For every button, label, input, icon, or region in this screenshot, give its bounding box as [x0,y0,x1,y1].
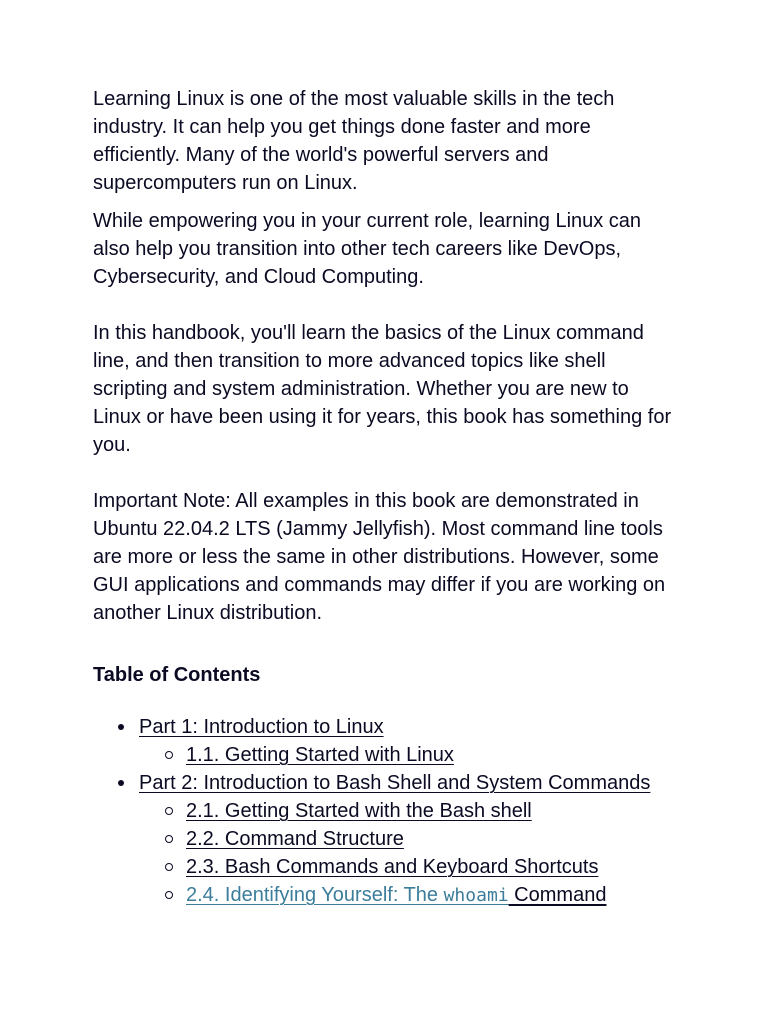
toc-link-2-4-code: whoami [443,885,509,906]
toc-link-2-4[interactable] [186,884,606,906]
toc-link-2-4-suffix: Command [508,884,607,906]
toc-link-2-4-prefix: 2.4. Identifying Yourself: The [186,884,444,906]
career-paragraph: While empowering you in your current role, learning Linux can also help you transition into other tech careers like DevOps, Cybersecurity, and Cloud Computing. [93,210,642,288]
important-note-paragraph: Important Note: All examples in this book are demonstrated in Ubuntu 22.04.2 LTS (Jammy Jellyfish). Most command line tools are more or less the same in other distributions. However, some GUI applications and commands may differ if you are working on another Linux distribution. [93,490,666,624]
toc-link-2-2[interactable]: 2.2. Command Structure [186,828,404,850]
handbook-paragraph: In this handbook, you'll learn the basics of the Linux command line, and then transition to more advanced topics like shell scripting and system administration. Whether you are new to Linux or have been using it for years, this book has something for you. [93,322,672,456]
toc-link-2-1[interactable]: 2.1. Getting Started with the Bash shell [186,800,532,822]
toc-link-2-3[interactable]: 2.3. Bash Commands and Keyboard Shortcuts [186,856,599,878]
list-item [186,741,676,769]
intro-paragraph: Learning Linux is one of the most valuable skills in the tech industry. It can help you get things done faster and more efficiently. Many of the world's powerful servers and supercomputers run on Linux. [93,88,615,194]
toc-part-2-sublist [139,797,676,910]
toc-link-part-2[interactable]: Part 2: Introduction to Bash Shell and System Commands [139,772,651,794]
toc-part-1-sublist [139,741,676,769]
toc-link-1-1[interactable]: 1.1. Getting Started with Linux [186,744,454,766]
list-item [186,797,676,825]
toc-heading: Table of Contents [93,664,261,686]
list-item [186,825,676,853]
toc-part-1 [139,713,676,769]
list-item [186,853,676,881]
toc-part-2 [139,769,676,910]
toc-link-part-1[interactable]: Part 1: Introduction to Linux [139,716,384,738]
table-of-contents [93,713,676,910]
list-item [186,881,676,910]
